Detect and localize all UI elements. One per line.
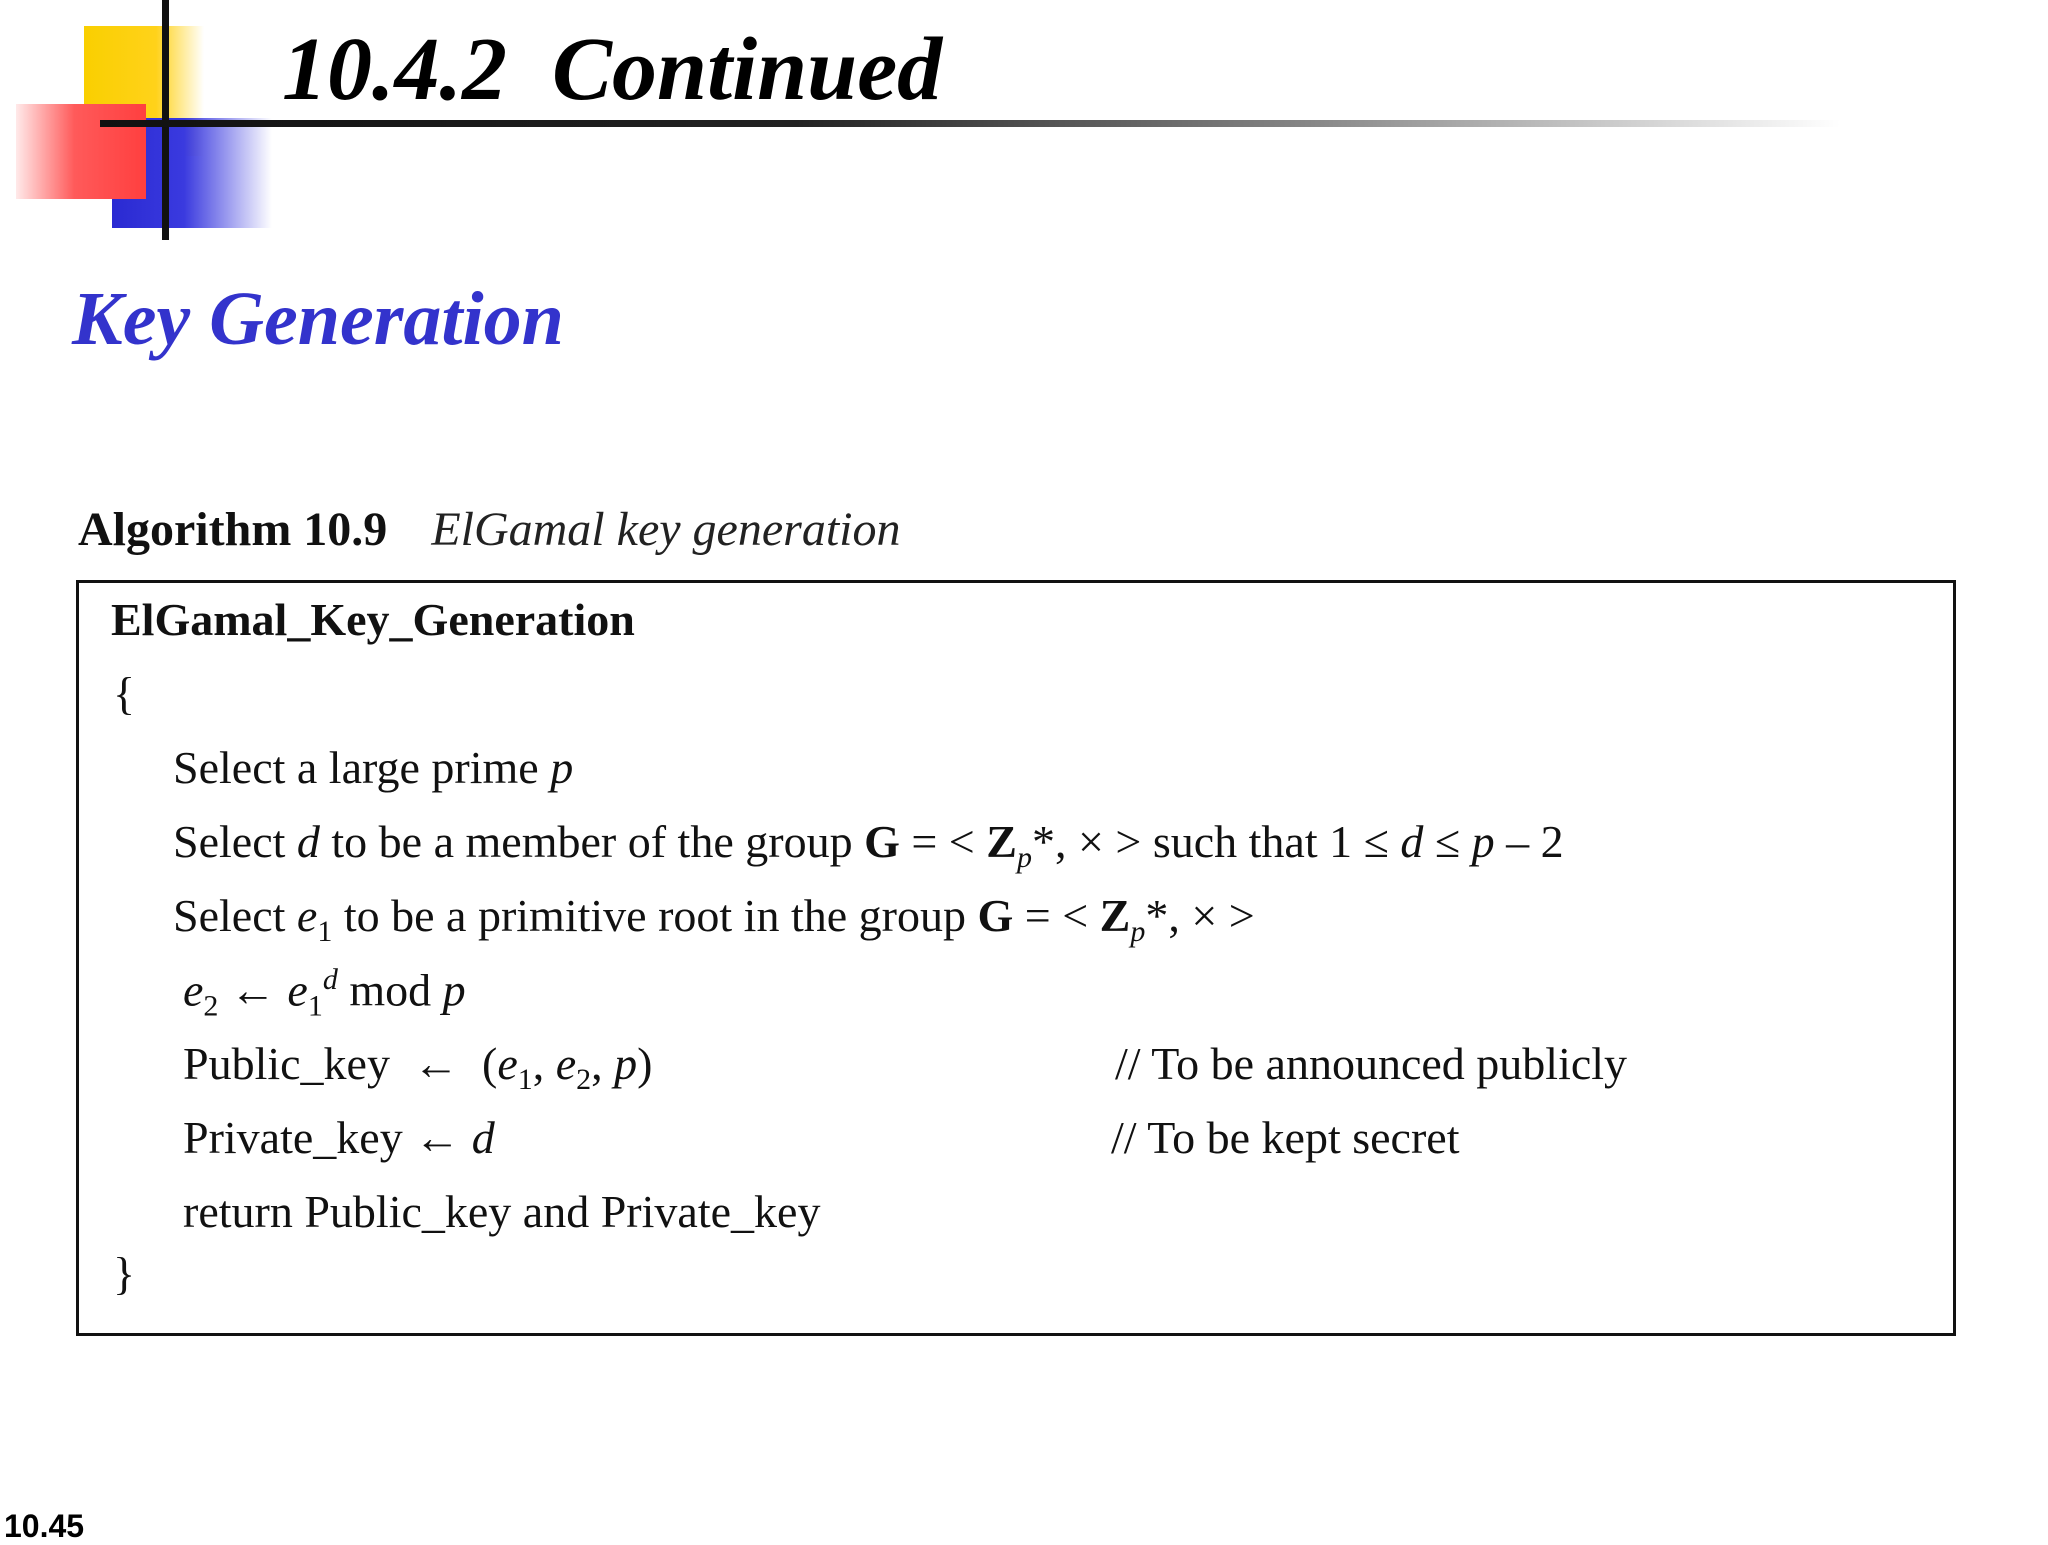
step-public-key: Public_key ← ($e_1$, $e_2$, p)	[183, 1038, 653, 1097]
comment-public: // To be announced publicly	[1115, 1038, 1628, 1089]
procedure-name: ElGamal_Key_Generation	[111, 594, 635, 645]
step-private-key: Private_key ← d	[183, 1112, 495, 1163]
algorithm-name: ElGamal key generation	[431, 503, 901, 556]
slide-title: 10.4.2 Continued	[282, 20, 943, 119]
corner-red-square	[16, 104, 146, 199]
algorithm-box	[76, 580, 1956, 1336]
step-compute-e2: $e_2$ ← $e_1^d$ mod p	[183, 963, 466, 1023]
step-select-d: Select d to be a member of the group G = < $Z_p*$, × > such that 1 ≤ d ≤ p – 2	[173, 816, 1564, 875]
section-heading: Key Generation	[72, 277, 564, 361]
step-return: return Public_key and Private_key	[183, 1186, 821, 1237]
open-brace: {	[113, 668, 136, 719]
close-brace: }	[113, 1248, 136, 1299]
algorithm-caption	[78, 502, 901, 557]
step-select-prime: Select a large prime p	[173, 742, 574, 793]
step-select-e1: Select $e_1$ to be a primitive root in the group G = < $Z_p*$, × >	[173, 890, 1255, 949]
page-number: 10.45	[4, 1508, 85, 1544]
comment-private: // To be kept secret	[1111, 1112, 1460, 1163]
title-underline	[100, 120, 1840, 127]
algorithm-number: Algorithm 10.9	[78, 503, 388, 556]
